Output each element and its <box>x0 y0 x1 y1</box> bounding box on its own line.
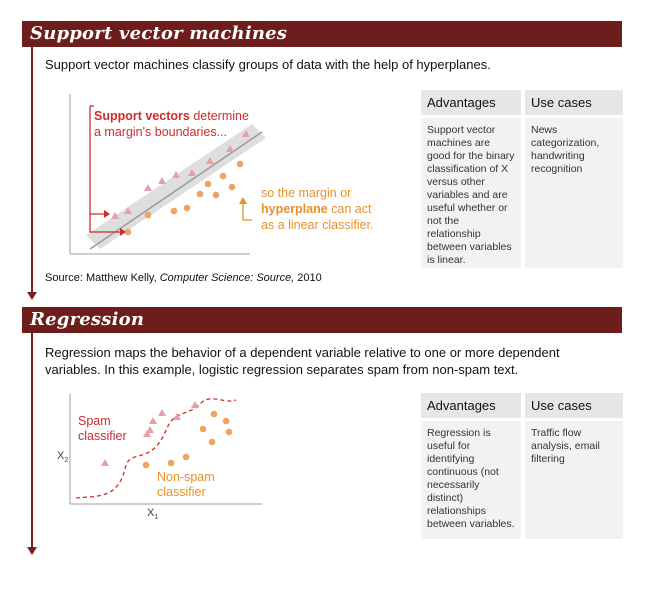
triangle-point <box>101 459 109 466</box>
x-axis-label <box>147 507 158 521</box>
triangle-point <box>158 409 166 416</box>
circle-point <box>223 418 230 425</box>
axis-letter: X <box>57 450 65 462</box>
annotation-bold: Support vectors <box>94 109 190 123</box>
section-intro: Support vector machines classify groups of data with the help of hyperplanes. <box>45 57 491 72</box>
circle-point <box>171 208 178 215</box>
axis-letter: X <box>147 507 155 519</box>
section-title: Support vector machines <box>30 23 288 44</box>
hyperplane-annotation <box>261 185 374 233</box>
advantages-text: Support vector machines are good for the binary classification of X versus other variables and are useful whether or not the relationship between variables is linear. <box>421 118 521 268</box>
intro-line1: Regression maps the behavior of a dependent variable relative to one or more dependent <box>45 345 560 360</box>
down-arrow-icon <box>27 547 37 555</box>
margin-band <box>86 124 266 249</box>
axis-subscript: 2 <box>64 457 69 465</box>
annotation-rest: determine <box>189 109 249 123</box>
annotation-line3: as a linear classifier. <box>261 218 374 232</box>
circle-point <box>211 411 218 418</box>
use-cases-header: Use cases <box>525 90 623 115</box>
advantages-header: Advantages <box>421 90 521 115</box>
circle-point <box>184 205 191 212</box>
advantages-text: Regression is useful for identifying continuous (not necessarily distinct) relationships between variables. <box>421 421 521 539</box>
circle-point <box>205 181 212 188</box>
arrow-right-icon <box>104 210 110 218</box>
axis-subscript: 1 <box>154 514 159 522</box>
annotation-bold: hyperplane <box>261 202 328 216</box>
triangle-point <box>191 401 199 408</box>
triangle-point <box>149 417 157 424</box>
circle-point <box>226 429 233 436</box>
circle-point <box>143 462 150 469</box>
section-intro <box>45 344 560 378</box>
circle-point <box>209 439 216 446</box>
section-header-regression <box>22 307 622 333</box>
label-line1: Non-spam <box>157 470 215 484</box>
support-vectors-annotation <box>94 108 249 140</box>
circle-point <box>200 426 207 433</box>
triangle-point <box>173 413 181 420</box>
circle-point <box>183 454 190 461</box>
regression-diagram <box>40 386 280 526</box>
y-axis-label <box>57 450 68 464</box>
source-citation <box>45 272 322 284</box>
circle-point <box>213 192 220 199</box>
section-header-svm <box>22 21 622 47</box>
circle-point <box>168 460 175 467</box>
triangle-point <box>144 184 152 191</box>
circle-point <box>197 191 204 198</box>
annotation-rest: can act <box>327 202 372 216</box>
source-title: Computer Science: Source, <box>159 272 295 284</box>
timeline-line-2 <box>31 330 33 548</box>
source-prefix: Source: Matthew Kelly, <box>45 272 160 284</box>
triangle-point <box>146 426 154 433</box>
circle-point <box>229 184 236 191</box>
advantages-header: Advantages <box>421 393 521 418</box>
triangle-point <box>158 177 166 184</box>
circle-point <box>145 212 152 219</box>
nonspam-classifier-label <box>157 470 215 500</box>
annotation-line2: a margin's boundaries... <box>94 125 228 139</box>
circle-point <box>237 161 244 168</box>
arrow-up-icon <box>239 197 247 204</box>
timeline-line-1 <box>31 37 33 293</box>
nonspam-points <box>143 411 233 469</box>
label-line1: Spam <box>78 414 111 428</box>
use-cases-text: Traffic flow analysis, email filtering <box>525 421 623 539</box>
hyperplane-pointer <box>243 204 252 220</box>
annotation-line1: so the margin or <box>261 186 352 200</box>
spam-classifier-label <box>78 414 127 444</box>
intro-line2: variables. In this example, logistic regression separates spam from non-spam text. <box>45 362 519 377</box>
down-arrow-icon <box>27 292 37 300</box>
use-cases-header: Use cases <box>525 393 623 418</box>
source-year: 2010 <box>294 272 322 284</box>
label-line2: classifier <box>157 485 206 499</box>
section-title: Regression <box>30 309 145 330</box>
label-line2: classifier <box>78 429 127 443</box>
circle-point <box>220 173 227 180</box>
use-cases-text: News categorization, handwriting recognition <box>525 118 623 268</box>
